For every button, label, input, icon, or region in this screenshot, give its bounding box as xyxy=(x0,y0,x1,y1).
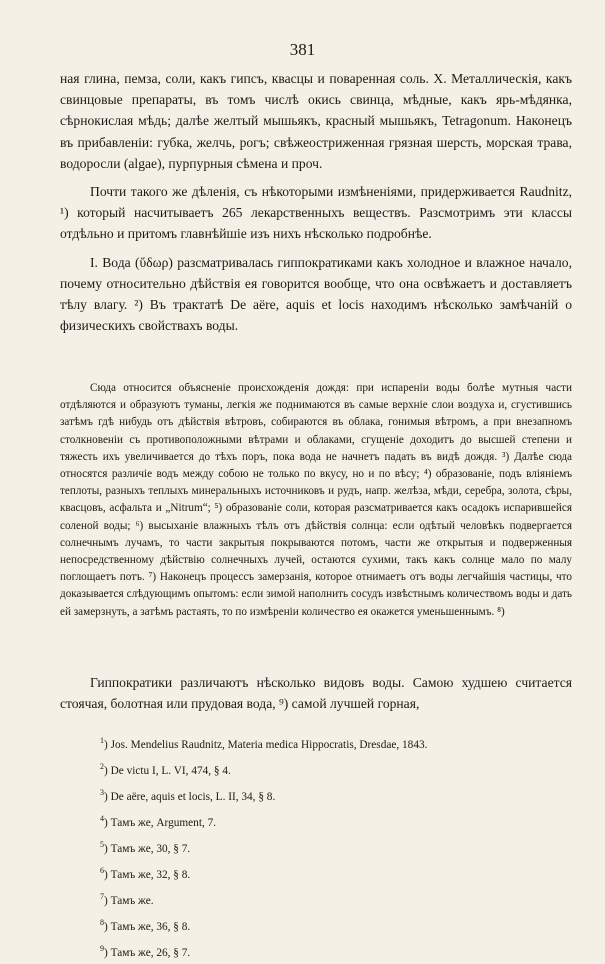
footnote-text: ) Тамъ же. xyxy=(104,894,154,907)
footnote-number: 6 xyxy=(100,865,104,875)
footnote-text: ) Тамъ же, 30, § 7. xyxy=(104,842,191,855)
paragraph-continuation: ная глина, пемза, соли, какъ гипсъ, квасцы и поваренная соль. X. Металлическія, какъ свинцовые препараты, въ томъ числѣ окись свинца, мѣдные, какъ ярь-мѣдянка, сѣрнокислая мѣдь; далѣе желтый мышьякъ, красный мышьякъ, Tetragonum. Наконецъ въ прибавленіи: губка, желчь, рогъ; свѣжеостриженная грязная шерсть, морская трава, водоросли (algae), пурпурныя сѣмена и проч. xyxy=(60,71,572,171)
footnote xyxy=(100,860,560,886)
footnote-number: 5 xyxy=(100,839,104,849)
footnotes xyxy=(100,730,560,964)
footnote xyxy=(100,782,560,808)
paragraph-water-kinds: Гиппократики различаютъ нѣсколько видовъ воды. Самою худшею считается стоячая, болотная или прудовая вода, ⁹) самой лучшей горная, xyxy=(60,675,572,712)
footnote xyxy=(100,834,560,860)
footnote-text: ) Тамъ же, 32, § 8. xyxy=(104,868,191,881)
page-number: 381 xyxy=(289,40,316,59)
footnote-number: 4 xyxy=(100,813,104,823)
footnote xyxy=(100,730,560,756)
footnote-text: ) Тамъ же, 26, § 7. xyxy=(104,946,191,959)
paragraph-classification: Почти такого же дѣленія, съ нѣкоторыми измѣненіями, придерживается Raudnitz, ¹) который насчитываетъ 265 лекарственныхъ веществъ. Разсмотримъ эти классы отдѣльно и притомъ главнѣйшіе изъ нихъ нѣсколько подробнѣе. xyxy=(60,184,572,242)
footnote-number: 8 xyxy=(100,917,104,927)
footnote-number: 7 xyxy=(100,891,104,901)
footnote-number: 1 xyxy=(100,736,104,745)
footnote-text: ) Jos. Mendelius Raudnitz, Materia medica Hippocratis, Dresdae, 1843. xyxy=(104,738,428,751)
main-text-block xyxy=(60,68,572,336)
footnote-number: 2 xyxy=(100,761,104,771)
footnote xyxy=(100,912,560,938)
footnote-text: ) De victu I, L. VI, 474, § 4. xyxy=(104,764,231,777)
footnote-text: ) De aëre, aquis et locis, L. II, 34, § 8. xyxy=(104,790,276,803)
footnote xyxy=(100,808,560,834)
paragraph-water: I. Вода (ὕδωρ) разсматривалась гиппократиками какъ холодное и влажное начало, почему относительно дѣйствія ея говорится вообще, что она освѣжаетъ и доставляетъ тѣлу влагу. ²) Въ трактатѣ De aëre, aquis et locis находимъ нѣсколько замѣчаній о физическихъ свойствахъ воды. xyxy=(60,254,572,334)
footnote xyxy=(100,756,560,782)
footnote-number: 9 xyxy=(100,943,104,953)
small-print-paragraph: Сюда относится объясненіе происхожденія дождя: при испареніи воды болѣе мутныя части отдѣляются и образуютъ туманы, легкія же поднимаются въ самые верхніе слои воздуха и, сгустившись затѣмъ гдѣ нибудь отъ дѣйствія вѣтровъ, собираются въ облака, гонимыя вѣтромъ, а при внезапномъ столкновеніи съ противоположными вѣтрами и облаками, сгущеніе доходитъ до высшей степени и тяжесть ихъ увеличивается до тѣхъ поръ, пока вода не начнетъ падать въ видѣ дождя. ³) Далѣе сюда относятся различіе водъ между собою не только по вкусу, но и по вѣсу; ⁴) образованіе, подъ вліяніемъ теплоты, разныхъ теплыхъ минеральныхъ источниковъ и рудъ, напр. желѣза, мѣди, серебра, золота, сѣры, квасцовъ, асфальта и „Nitrum“; ⁵) образованіе соли, которая разсматривается какъ осадокъ испарившейся соленой воды; ⁶) высыханіе влажныхъ тѣлъ отъ дѣйствія солнца: если одѣтый человѣкъ подвергается солнечнымъ лучамъ, то части закрытыя покрываются потомъ, части же открытыя и подверженныя непосредственному дѣйствію солнечныхъ лучей, остаются сухими, такъ какъ солнце мало по малу поглощаетъ потъ. ⁷) Наконецъ процессъ замерзанія, которое отнимаетъ отъ воды легчайшія частицы, что доказывается слѣдующимъ опытомъ: если зимой наполнить сосудъ извѣстнымъ количествомъ воды и дать ей замерзнуть, а затѣмъ растаять, то по измѣреніи количество ея окажется уменьшеннымъ. ⁸) xyxy=(60,382,572,618)
footnote-text: ) Тамъ же, 36, § 8. xyxy=(104,920,191,933)
footnote xyxy=(100,886,560,912)
closing-text-block xyxy=(60,672,572,714)
footnote-number: 3 xyxy=(100,787,104,797)
footnote-text: ) Тамъ же, Argument, 7. xyxy=(104,816,217,829)
